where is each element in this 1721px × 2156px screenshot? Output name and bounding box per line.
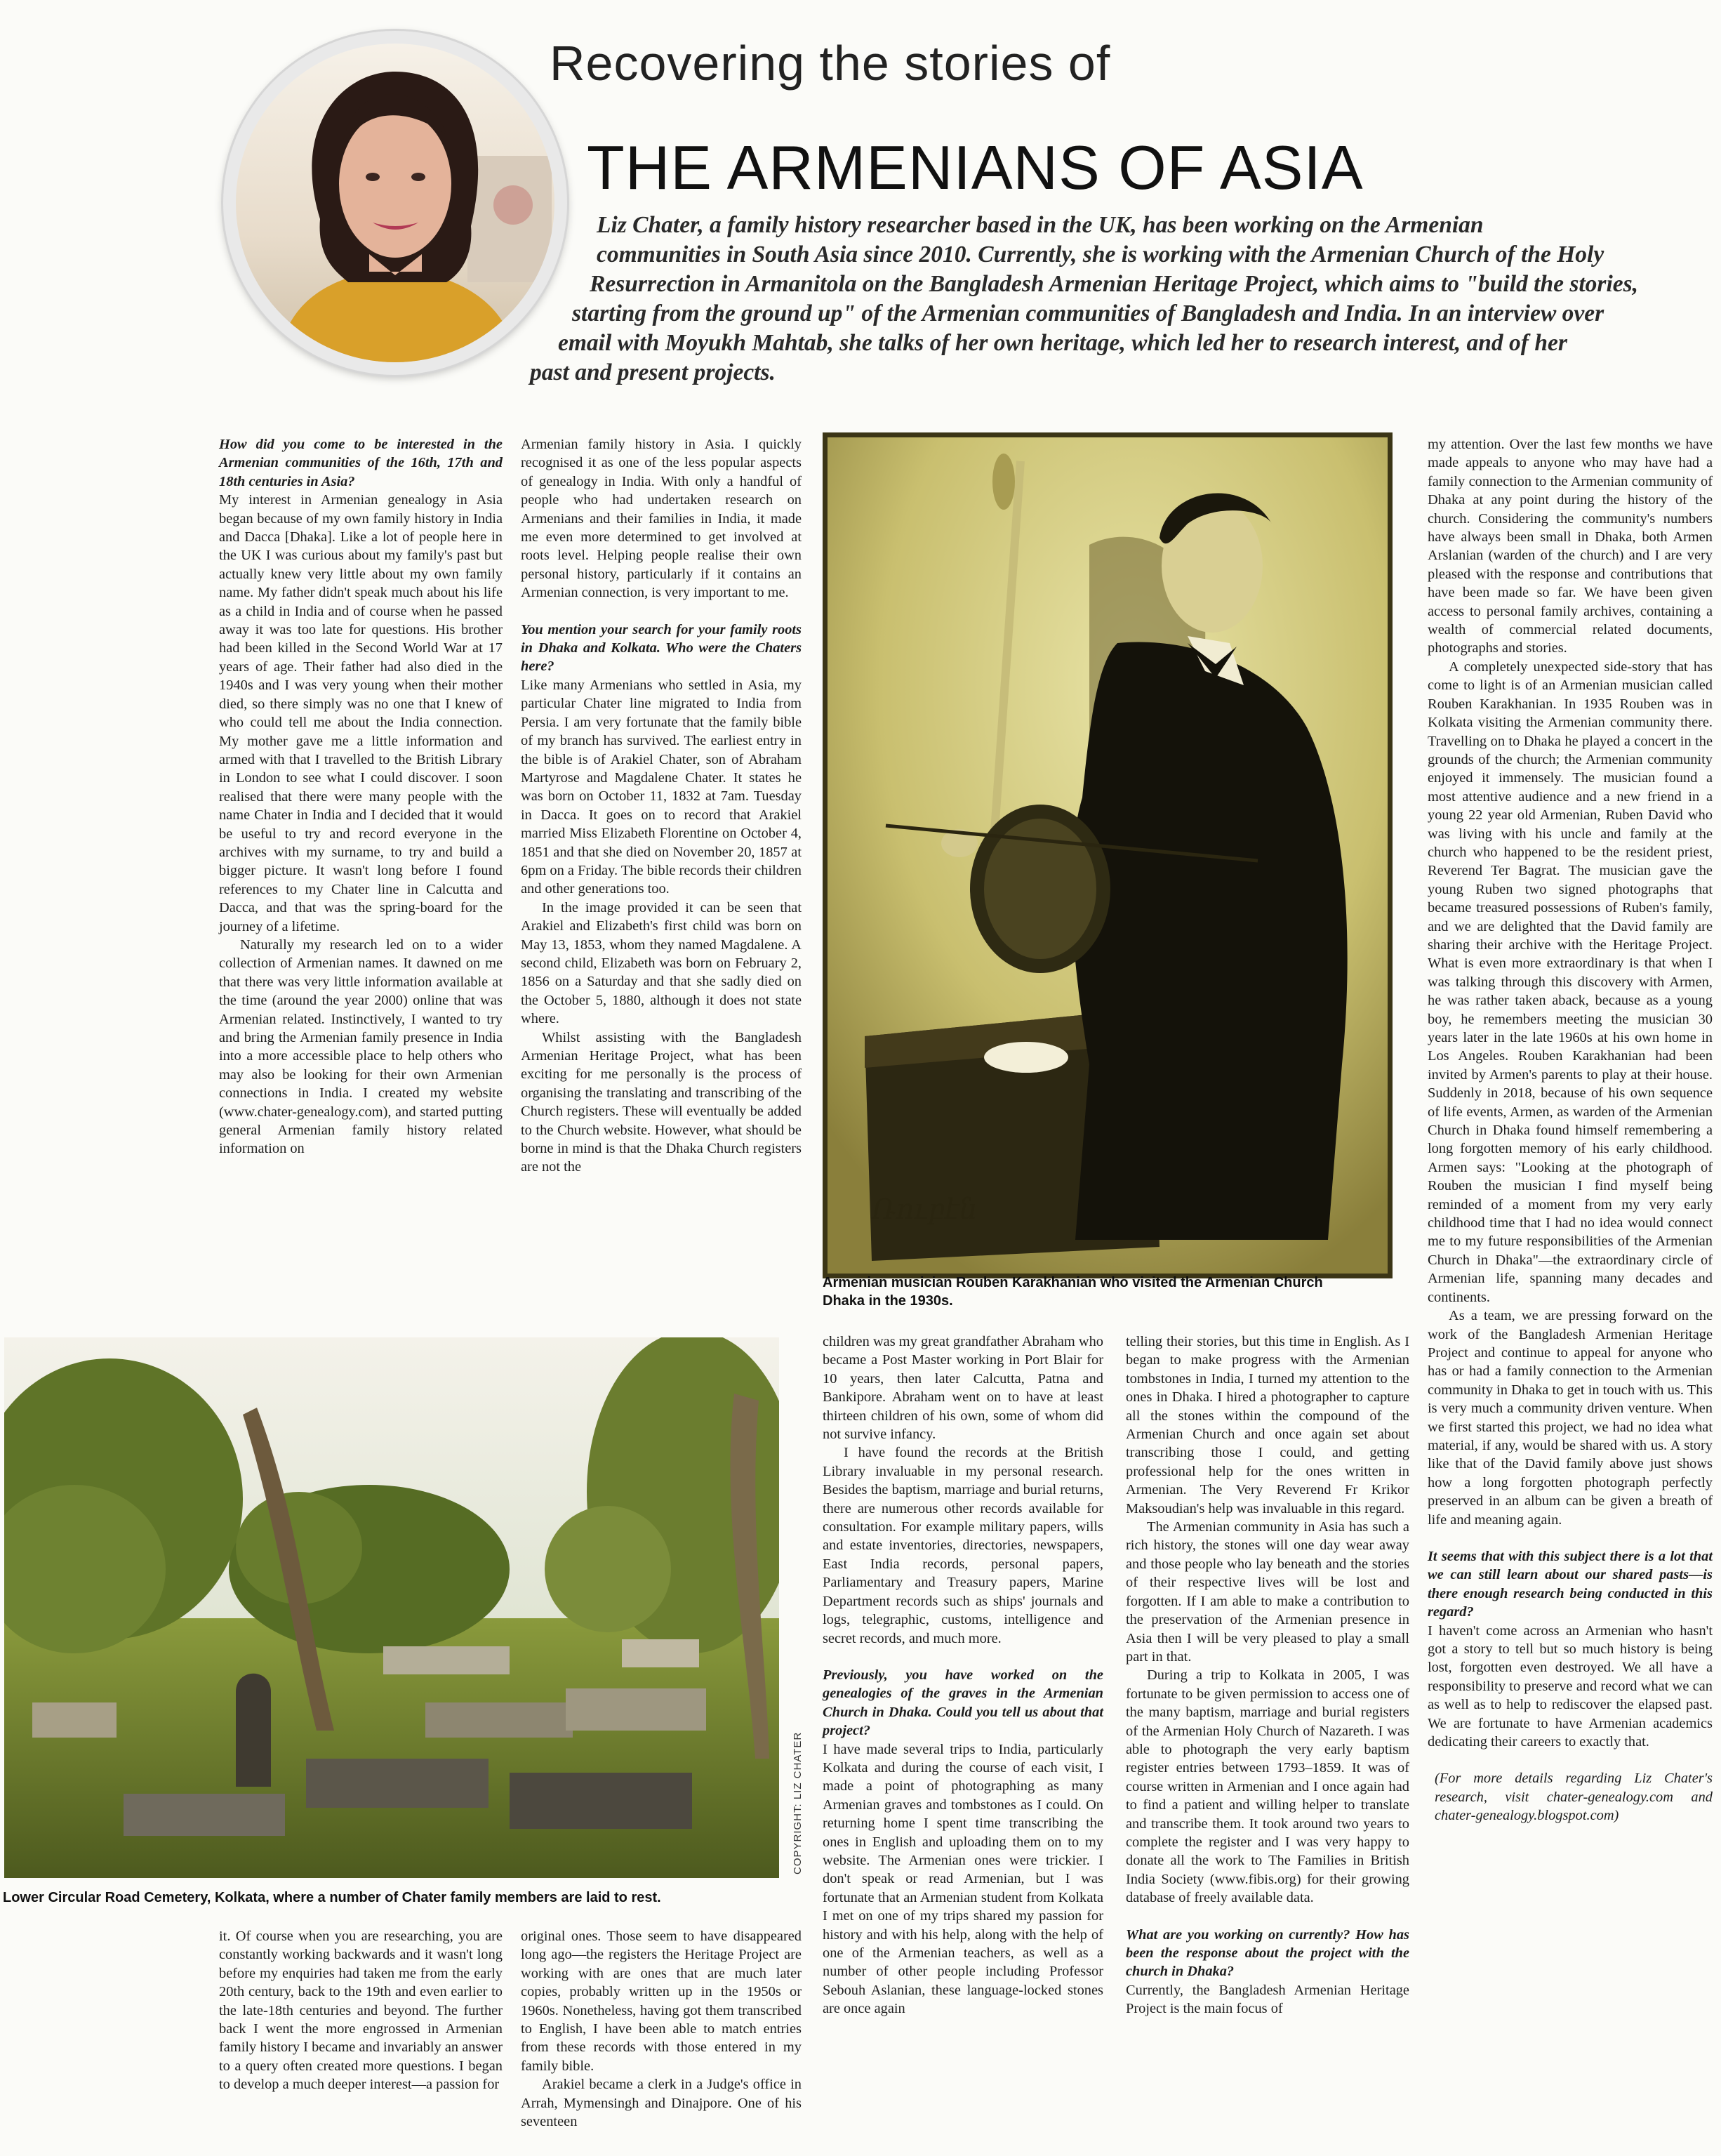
paragraph: The Armenian community in Asia has such a rich history, the stones will one day wear away and those people who lay beneath and the stories of their respective lives will be lost and forgotten. If I am able to make a contribution to the preservation of the Armenian presence in Asia then I will be very pleased to play a small part in that. xyxy=(1126,1519,1409,1665)
kicker-title: Recovering the stories of xyxy=(550,36,1111,91)
paragraph: children was my great grandfather Abraham who became a Post Master working in Port Blair for 10 years, then later Calcutta, Patna and Bankipore. Abraham went on to have at least thirteen children of his own, some of whom did not survive infancy. xyxy=(823,1334,1103,1443)
paragraph: In the image provided it can be seen that Arakiel and Elizabeth's first child was born on May 13, 1853, whom they named Magdalene. A second child, Elizabeth was born on February 2, 1856 on a Saturday and that she sadly died on the October 5, 1880, although it does not state where. xyxy=(521,899,802,1027)
paragraph: I have made several trips to India, particularly Kolkata and during the course of each visit, I made a point of photographing as many Armenian graves and tombstones as I could. On returning home I spent time transcribing the ones in English and uploading them on to my website. The Armenian ones were trickier. I don't speak or read Armenian, but I was fortunate that an Armenian student from Kolkata I met on one of my trips shared my passion for history and with his help, along with the help of one of the Armenian teachers, as well as a number of other people including Professor Sebouh Aslanian, these language-locked stones are once again xyxy=(823,1741,1103,2017)
standfirst-line: Liz Chater, a family history researcher based in the UK, has been working on the Armenian xyxy=(597,212,1484,238)
column-4 xyxy=(1126,1332,1409,2152)
paragraph: During a trip to Kolkata in 2005, I was fortunate to be given permission to access one of the many baptism, marriage and burial registers of the Armenian Holy Church of Nazareth. I was able to photograph the very early baptism register entries between 1793–1859. It was of course written in Armenian and I once again had to find a patient and willing helper to translate and transcribe them. It took around two years to complete the register and I was very happy to donate all the work to The Families in British India Society (www.fibis.org) for their growing database of freely available data. xyxy=(1126,1667,1409,1906)
author-portrait xyxy=(223,31,567,375)
standfirst-line: starting from the ground up" of the Armenian communities of Bangladesh and India. In an interview over xyxy=(572,300,1604,326)
paragraph: Armenian family history in Asia. I quickly recognised it as one of the less popular aspects of genealogy in India. With only a handful of people who had undertaken research on Armenians and their families in India, it made me even more determined to get involved at roots level. Helping people realise their own personal history, particularly if it contains an Armenian connection, is very important to me. xyxy=(521,437,802,601)
question: You mention your search for your family roots in Dhaka and Kolkata. Who were the Chaters here? xyxy=(521,621,802,675)
photo-credit: COPYRIGHT: LIZ CHATER xyxy=(792,1731,804,1874)
standfirst xyxy=(530,211,1709,388)
question: Previously, you have worked on the genealogies of the graves in the Armenian Church in Dhaka. Could you tell us about that project? xyxy=(823,1667,1103,1739)
paragraph: I haven't come across an Armenian who hasn't got a story to tell but so much history is being lost, forgotten even destroyed. We all have a responsibility to preserve and record what we can as well as to help to rediscover the elapsed past. We are fortunate to have Armenian academics dedicating their careers to exactly that. xyxy=(1428,1622,1713,1750)
photo-inscription: Ռուբէն xyxy=(872,1193,978,1226)
note: (For more details regarding Liz Chater's research, visit chater-genealogy.com and chater-genealogy.blogspot.com) xyxy=(1435,1771,1713,1824)
question: What are you working on currently? How has been the response about the project with the church in Dhaka? xyxy=(1126,1926,1409,1980)
portrait-photo xyxy=(236,44,554,362)
paragraph: Naturally my research led on to a wider collection of Armenian names. It dawned on me that there was very little information available at the time (around the year 2000) online that was Armenian related. Instinctively, I wanted to try and bring the Armenian family presence in India into a more accessible place to help others who may also be looking for their own Armenian connections in India. I created my website (www.chater-genealogy.com), and started putting general Armenian family history related information on xyxy=(219,937,503,1157)
paragraph: Like many Armenians who settled in Asia, my particular Chater line migrated to India from Persia. I am very fortunate that the family bible of my branch has survived. The earliest entry in the bible is of Arakiel Chater, son of Abraham Martyrose and Magdalene Chater. It states he was born on October 11, 1832 at 7am. Tuesday in Dacca. It goes on to record that Arakiel married Miss Elizabeth Florentine on October 4, 1851 and that she died on November 20, 1857 at 6pm on a Friday. The bible records their children and other generations too. xyxy=(521,677,802,897)
question: It seems that with this subject there is a lot that we can still learn about our shared pasts—is there enough research being conducted in this regard? xyxy=(1428,1548,1713,1620)
paragraph: it. Of course when you are researching, you are constantly working backwards and it wasn't long before my enquiries had taken me from the early 20th century, back to the 19th and even earlier to the late-18th centuries and beyond. The further back I went the more engrossed in Armenian family history I became and invariably an answer to a query often created more questions. I began to develop a much deeper interest—a passion for xyxy=(219,1929,503,2093)
column-3 xyxy=(823,1332,1103,2152)
paragraph: Arakiel became a clerk in a Judge's office in Arrah, Mymensingh and Dinajpore. One of his seventeen xyxy=(521,2077,802,2130)
column-2 xyxy=(521,435,802,1323)
standfirst-line: communities in South Asia since 2010. Currently, she is working with the Armenian Church of the Holy xyxy=(597,242,1604,267)
standfirst-line: past and present projects. xyxy=(530,359,776,385)
column-1-continued xyxy=(219,1927,503,2152)
standfirst-line: Resurrection in Armanitola on the Bangladesh Armenian Heritage Project, which aims to "build the stories, xyxy=(590,271,1639,297)
paragraph: A completely unexpected side-story that has come to light is of an Armenian musician called Rouben Karakhanian. In 1935 Rouben was in Kolkata visiting the Armenian community there. Travelling on to Dhaka he played a concert in the grounds of the church; the Armenian community enjoyed it immensely. The musician found a most attentive audience and a new friend in a young 22 year old Armenian, Ruben David who was living with his uncle and family at the church who happened to be the resident priest, Reverend Ter Bagrat. The musician gave the young Ruben two signed photographs that became treasured possessions of Ruben's family, and we are delighted that the David family are sharing their archive with the Heritage Project. What is even more extraordinary is that when I was talking through this discovery with Armen, he was rather taken aback, because as a young boy, he remembers meeting the musician 30 years later in the late 1960s at his own home in Los Angeles. Rouben Karakhanian had been invited by Armen's parents to play at their house. Suddenly in 2018, because of his own sequence of life events, Armen, as warden of the Armenian Church in Dhaka found himself remembering a long forgotten memory of his early childhood. Armen says: "Looking at the photograph of Rouben the musician I find myself being reminded of a moment from my very early childhood time that I had no idea would connect me to my future responsibilities of the Armenian Church in Dhaka"—the extraordinary circle of Armenian life, spanning many decades and continents. xyxy=(1428,659,1713,1305)
paragraph: Whilst assisting with the Bangladesh Armenian Heritage Project, what has been exciting for me personally is the process of organising the translating and transcribing of the Church registers. These will eventually be added to the Church website. However, what should be borne in mind is that the Dhaka Church registers are not the xyxy=(521,1029,802,1175)
paragraph: As a team, we are pressing forward on the work of the Bangladesh Armenian Heritage Project and continue to appeal for anyone who has or had a family connection to the Armenian community in Dhaka to get in touch with us. This is very much a community driven venture. When we first started this project, we had no idea what material, if any, would be shared with us. A story like that of the David family above just shows how a long forgotten photograph perfectly preserved in an album can be given a breath of life and meaning again. xyxy=(1428,1308,1713,1528)
cemetery-photo xyxy=(4,1337,779,1878)
column-1 xyxy=(219,435,503,1323)
paragraph: telling their stories, but this time in English. As I began to make progress with the Armenian tombstones in India, I turned my attention to the ones in Dhaka. I hired a photographer to capture all the stones within the compound of the Armenian Church and once again set about transcribing those I could, and getting professional help for the ones written in Armenian. The Very Reverend Fr Krikor Maksoudian's help was invaluable in this regard. xyxy=(1126,1334,1409,1516)
paragraph: my attention. Over the last few months we have made appeals to anyone who may have had a family connection to the Armenian community of Dhaka at any point during the history of the church. Considering the community's numbers have always been small in Dhaka, both Armen Arslanian (warden of the church) and I are very pleased with the response and contributions that have been made so far. We have been given access to personal family archives, containing a wealth of commercial related documents, photographs and stories. xyxy=(1428,437,1713,656)
paragraph: My interest in Armenian genealogy in Asia began because of my own family history in India and Dacca [Dhaka]. Like a lot of people here in the UK I was curious about my family's past but actually knew very little about my own family name. My father didn't speak much about his life as a child in India and of course when he passed away it was too late for questions. His brother had been killed in the Second World War at 17 years of age. Their father had also died in the 1940s and I was very young when their mother died, so there simply was no one that I knew of who could tell me about the India connection. My mother gave me a little information and armed with that I travelled to the British Library in London to see what I could discover. I soon realised that there were many people with the name Chater in India and I decided that it would be useful to try and record everyone in the archives with my surname, to try and build a bigger picture. It wasn't long before I found references to my Chater line in Calcutta and Dacca, and that was the spring-board for the journey of a lifetime. xyxy=(219,492,503,934)
column-2-continued xyxy=(521,1927,802,2152)
musician-photo xyxy=(823,432,1393,1278)
paragraph: I have found the records at the British Library invaluable in my personal research. Besides the baptism, marriage and burial returns, there are numerous other records available for consultation. For example military papers, wills and estate inventories, directories, newspapers, East India records, personal papers, Parliamentary and Treasury papers, Marine Department records such as ships' journals and logs, telegraphic, customs, intelligence and secret records, and much more. xyxy=(823,1445,1103,1646)
musician-caption: Armenian musician Rouben Karakhanian who visited the Armenian Church Dhaka in the 1930s. xyxy=(823,1275,1323,1309)
paragraph: original ones. Those seem to have disappeared long ago—the registers the Heritage Project are working with are ones that are much later copies, probably written up in the 1950s or 1960s. Nonetheless, having got them transcribed to English, I have been able to match entries from these records with those entered in my family bible. xyxy=(521,1929,802,2074)
musician-illustration xyxy=(823,432,1393,1278)
portrait-illustration xyxy=(236,44,554,362)
column-5 xyxy=(1428,435,1713,2152)
paragraph: Currently, the Bangladesh Armenian Heritage Project is the main focus of xyxy=(1126,1982,1409,2017)
cemetery-caption: Lower Circular Road Cemetery, Kolkata, where a number of Chater family members are laid to rest. xyxy=(3,1890,661,1905)
question: How did you come to be interested in the Armenian communities of the 16th, 17th and 18th centuries in Asia? xyxy=(219,437,503,489)
cemetery-illustration xyxy=(4,1337,779,1878)
standfirst-line: email with Moyukh Mahtab, she talks of her own heritage, which led her to research interest, and of her xyxy=(558,330,1567,356)
headline: THE ARMENIANS OF ASIA xyxy=(587,133,1364,202)
